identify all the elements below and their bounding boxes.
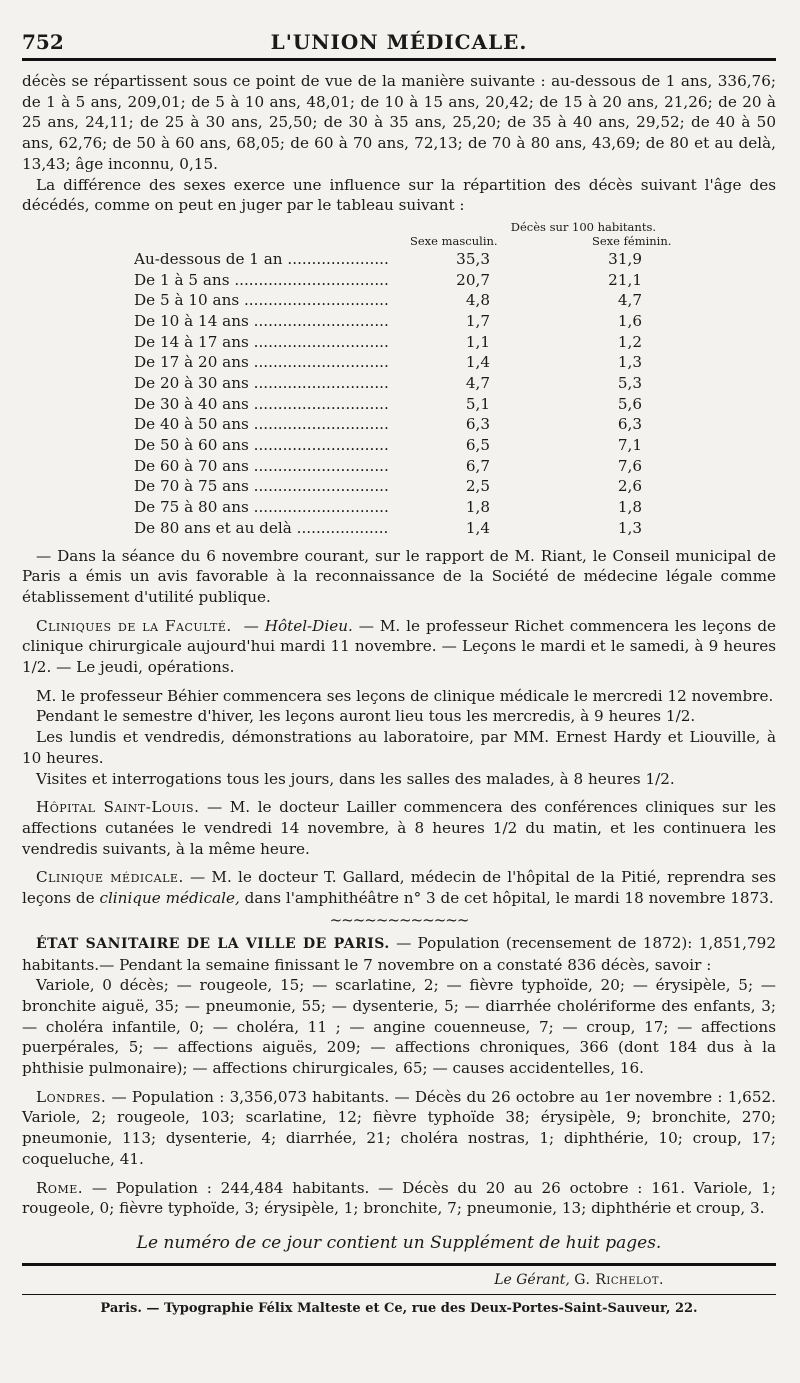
rome-paragraph: [22, 1178, 776, 1219]
column-header-female: Sexe féminin.: [592, 233, 672, 248]
rome-label: Rome.: [36, 1178, 84, 1197]
male-value: 5,1: [465, 394, 490, 413]
table-header: Décès sur 100 habitants.: [510, 219, 656, 234]
female-value: 7,6: [617, 456, 642, 475]
row-label: De 14 à 17 ans .....: [134, 333, 390, 351]
hotel-dieu-label: Hôtel-Dieu.: [264, 616, 353, 635]
female-value: 21,1: [608, 270, 642, 289]
signature-role: Le Gérant,: [494, 1271, 570, 1288]
female-value: 1,3: [617, 518, 642, 537]
sex-difference-paragraph: La différence des sexes exerce une influence sur la répartition des décès suivant l'âge des décédés, comme on peut en juger par le tableau suivant :: [22, 175, 776, 215]
header-rule: [22, 58, 776, 61]
page-header: [22, 20, 776, 54]
rome-text: — Population : 244,484 habitants. — Décès du 20 au 26 octobre : 161. Variole, 1; rougeole, 0; fièvre typhoïde, 3; érysipèle, 1; bronchite, 7; pneumonie, 13; diphthérie et croup, 3.: [22, 1178, 777, 1218]
male-value: 1,4: [465, 518, 490, 537]
table-row: [22, 477, 776, 498]
female-value: 6,3: [617, 415, 642, 434]
female-value: 1,8: [617, 498, 642, 517]
table-row: [22, 250, 776, 271]
table-row: [22, 436, 776, 457]
londres-label: Londres.: [36, 1087, 107, 1106]
male-value: 1,1: [465, 332, 490, 351]
table-row: [22, 374, 776, 395]
table-row: [22, 271, 776, 292]
row-label: Au-dessous de 1 an .....: [134, 250, 390, 268]
supplement-notice: Le numéro de ce jour contient un Supplément de huit pages.: [136, 1232, 662, 1253]
row-label: De 40 à 50 ans .....: [134, 415, 390, 433]
behier-paragraph: Les lundis et vendredis, démonstrations au laboratoire, par MM. Ernest Hardy et Liouville, à 10 heures.: [22, 728, 776, 767]
row-label: De 30 à 40 ans .....: [134, 395, 390, 413]
table-row: [22, 498, 776, 519]
male-value: 35,3: [456, 249, 490, 268]
row-label: De 50 à 60 ans .....: [134, 436, 390, 454]
female-value: 5,6: [617, 394, 642, 413]
hopital-label: Hôpital Saint-Louis.: [36, 798, 200, 817]
male-value: 20,7: [456, 270, 490, 289]
clinique-medicale-text-end: dans l'amphithéâtre n° 3 de cet hôpital, le mardi 18 novembre 1873.: [244, 889, 774, 908]
clinique-medicale-label: Clinique médicale.: [36, 868, 184, 887]
londres-text: — Population : 3,356,073 habitants. — Décès du 26 octobre au 1er novembre : 1,652. Variole, 2; rougeole, 103; scarlatine, 12; fièvre typhoïde 38; érysipèle, 9; bronchite, 270; pneumonie, 113; dysenterie, 4; diarrhée, 21; choléra nostras, 1; diphthérie, 10; croup, 17; coqueluche, 41.: [22, 1087, 777, 1168]
column-header-male: Sexe masculin.: [410, 233, 498, 248]
table-row: [22, 312, 776, 333]
row-label: De 17 à 20 ans .....: [134, 353, 390, 371]
male-value: 1,4: [465, 353, 490, 372]
behier-paragraph: Visites et interrogations tous les jours, dans les salles des malades, à 8 heures 1/2.: [36, 769, 675, 788]
etat-sanitaire-label: ÉTAT SANITAIRE DE LA VILLE DE PARIS.: [36, 935, 390, 952]
cliniques-label: Cliniques de la Faculté.: [36, 616, 232, 635]
male-value: 1,8: [465, 498, 490, 517]
mortality-table: [22, 220, 776, 540]
table-row: [22, 519, 776, 540]
signature: [22, 1272, 776, 1288]
printer-imprint: Paris. — Typographie Félix Malteste et Ce, rue des Deux-Portes-Saint-Sauveur, 22.: [100, 1300, 698, 1316]
female-value: 2,6: [617, 477, 642, 496]
row-label: De 60 à 70 ans .....: [134, 457, 390, 475]
row-label: De 75 à 80 ans .....: [134, 498, 390, 516]
male-value: 6,5: [465, 436, 490, 455]
row-label: De 10 à 14 ans .....: [134, 312, 390, 330]
row-label: De 1 à 5 ans .....: [134, 271, 390, 289]
journal-title: L'UNION MÉDICALE.: [270, 30, 528, 54]
ornament-divider: ~~~~~~~~~~~~: [329, 910, 469, 929]
cliniques-text: — M. le professeur Richet commencera les leçons de clinique chirurgicale aujourd'hui mardi 11 novembre. — Leçons le mardi et le samedi, à 9 heures 1/2. — Le jeudi, opérations.: [22, 616, 777, 677]
londres-paragraph: [22, 1087, 776, 1170]
behier-paragraph: M. le professeur Béhier commencera ses leçons de clinique médicale le mercredi 12 novembre.: [36, 686, 774, 705]
male-value: 6,3: [465, 415, 490, 434]
table-row: [22, 291, 776, 312]
row-label: De 5 à 10 ans .....: [134, 291, 390, 309]
row-label: De 80 ans et au delà .....: [134, 519, 390, 537]
female-value: 5,3: [617, 374, 642, 393]
hopital-text: — M. le docteur Lailler commencera des conférences cliniques sur les affections cutanées le vendredi 14 novembre, à 8 heures 1/2 du matin, et les continuera les vendredis suivants, à la même heure.: [22, 798, 776, 858]
etat-sanitaire-text: — Population (recensement de 1872): 1,851,792 habitants.— Pendant la semaine finissant le 7 novembre on a constaté 836 décès, savoir :: [22, 933, 777, 974]
female-value: 1,3: [617, 353, 642, 372]
male-value: 2,5: [465, 477, 490, 496]
male-value: 1,7: [465, 311, 490, 330]
table-row: [22, 333, 776, 354]
page-number: 752: [22, 30, 64, 54]
clinique-medicale-italic: clinique médicale,: [99, 889, 240, 908]
row-label: De 20 à 30 ans .....: [134, 374, 390, 392]
imprint-rule: [22, 1294, 776, 1295]
table-row: [22, 415, 776, 436]
male-value: 6,7: [465, 456, 490, 475]
cliniques-paragraph: Cliniques de la Faculté. — Hôtel-Dieu. — M. le professeur Richet commencera les leçons de clinique chirurgicale aujourd'hui mardi 11 novembre. — Leçons le mardi et le samedi, à 9 heures 1/2. — Le jeudi, opérations.: [22, 616, 777, 677]
male-value: 4,8: [465, 291, 490, 310]
table-row: [22, 353, 776, 374]
behier-paragraph: Pendant le semestre d'hiver, les leçons auront lieu tous les mercredis, à 9 heures 1/2.: [36, 707, 696, 726]
etat-sanitaire-detail: Variole, 0 décès; — rougeole, 15; — scarlatine, 2; — fièvre typhoïde, 20; — érysipèle, 5; — bronchite aiguë, 35; — pneumonie, 55; — dysenterie, 5; — diarrhée cholériforme des enfants, 3; — choléra infantile, 0; — choléra, 11 ; — angine couenneuse, 7; — croup, 17; — affections puerpérales, 5; — affections aiguës, 209; — affections chroniques, 366 (dont 184 dus à la phthisie pulmonaire); — affections chirurgicales, 65; — causes accidentelles, 16.: [22, 976, 776, 1078]
female-value: 7,1: [617, 436, 642, 455]
female-value: 4,7: [617, 291, 642, 310]
signature-name: G. Richelot.: [574, 1271, 664, 1288]
male-value: 4,7: [465, 374, 490, 393]
table-column-headers: [22, 234, 776, 250]
female-value: 31,9: [608, 249, 642, 268]
table-row: [22, 457, 776, 478]
etat-sanitaire-paragraph: [22, 933, 776, 975]
intro-paragraph: décès se répartissent sous ce point de vue de la manière suivante : au-dessous de 1 ans, 336,76; de 1 à 5 ans, 209,01; de 5 à 10 ans, 48,01; de 10 à 15 ans, 20,42; de 15 à 20 ans, 21,26; de 20 à 25 ans, 24,11; de 25 à 30 ans, 25,50; de 30 à 35 ans, 25,20; de 35 à 40 ans, 29,52; de 40 à 50 ans, 62,76; de 50 à 60 ans, 68,05; de 60 à 70 ans, 72,13; de 70 à 80 ans, 43,69; de 80 et au delà, 13,43; âge inconnu, 0,15.: [22, 72, 776, 173]
female-value: 1,6: [617, 311, 642, 330]
row-label: De 70 à 75 ans .....: [134, 477, 390, 495]
footer-rule: [22, 1263, 776, 1266]
table-row: [22, 395, 776, 416]
female-value: 1,2: [617, 332, 642, 351]
clinique-medicale-paragraph: [22, 867, 776, 908]
clinique-medicale-text: — M. le docteur T. Gallard, médecin de l'hôpital de la Pitié, reprendra ses leçons de: [22, 868, 776, 908]
hopital-paragraph: [22, 797, 776, 859]
seance-paragraph: — Dans la séance du 6 novembre courant, sur le rapport de M. Riant, le Conseil municipal de Paris a émis un avis favorable à la reconnaissance de la Société de médecine légale comme établissement d'utilité publique.: [22, 546, 776, 606]
